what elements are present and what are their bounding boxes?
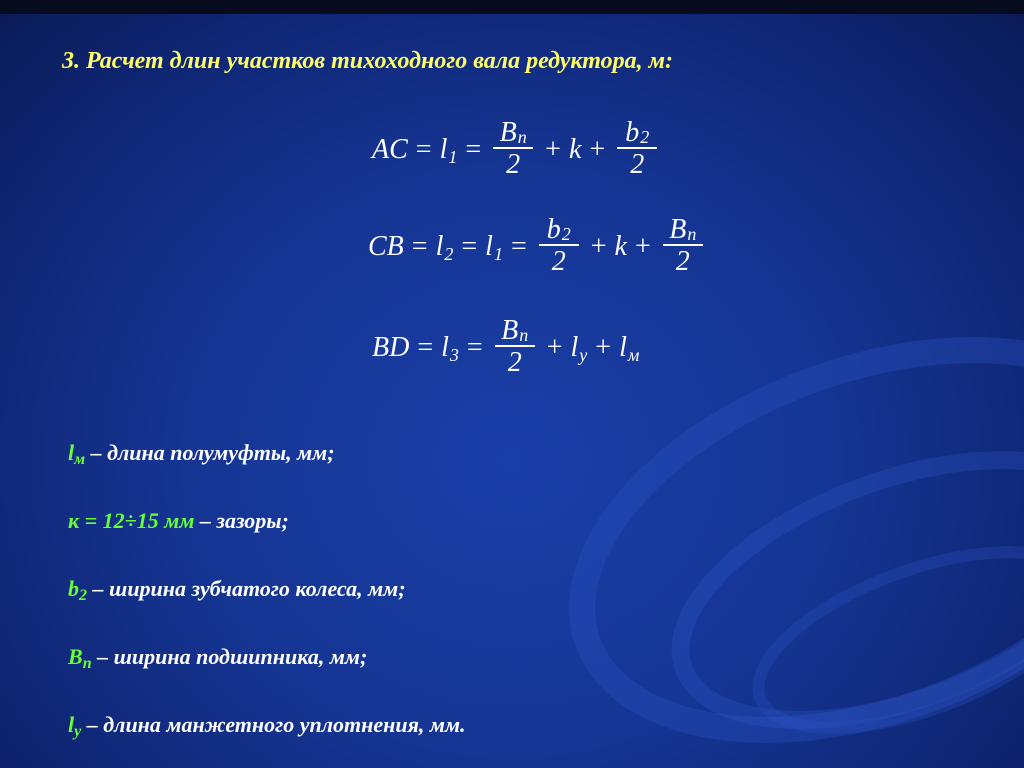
definition-item-lm <box>68 440 335 466</box>
equals-sign: = <box>415 133 432 165</box>
plus-sign: + <box>545 133 561 165</box>
definition-text: – длина полумуфты, мм; <box>85 440 335 465</box>
definition-symbol: lм <box>68 440 86 468</box>
denominator: 2 <box>495 345 535 379</box>
definition-item-b2 <box>68 576 406 602</box>
ly-subscript: у <box>579 345 588 366</box>
fraction-b2-over-2 <box>617 118 657 182</box>
lm-symbol: l <box>619 331 627 363</box>
l1-subscript: 1 <box>493 244 503 265</box>
l1-subscript: 1 <box>448 147 458 168</box>
bp-symbol: B <box>669 214 687 245</box>
equals-sign: = <box>411 230 428 262</box>
b2-symbol: b <box>625 117 640 148</box>
definition-symbol: Вп <box>68 644 92 672</box>
l3-symbol: l <box>441 331 449 363</box>
fraction-bp-over-2 <box>495 316 535 380</box>
top-dark-band <box>0 0 1024 14</box>
b2-symbol: b <box>546 214 561 245</box>
k-symbol: k <box>614 230 627 262</box>
formula-bd <box>372 316 639 380</box>
formula-bd-lhs: BD <box>372 331 410 363</box>
definition-text: – ширина подшипника, мм; <box>91 644 368 669</box>
definition-item-bp <box>68 644 367 670</box>
equals-sign: = <box>461 230 478 262</box>
slide-title: 3. Расчет длин участков тихоходного вала редуктора, м: <box>62 48 674 74</box>
k-symbol: k <box>568 133 582 165</box>
denominator: 2 <box>617 147 657 181</box>
bp-subscript: п <box>687 224 697 244</box>
formula-cb <box>368 215 707 279</box>
definition-symbol: b2 <box>68 576 87 604</box>
fraction-bp-over-2 <box>663 215 703 279</box>
plus-sign: + <box>589 133 606 165</box>
plus-sign: + <box>590 230 607 262</box>
bp-symbol: B <box>499 117 517 148</box>
formula-cb-lhs: CB <box>368 230 404 262</box>
fraction-bp-over-2 <box>493 118 533 182</box>
definition-text: – длина манжетного уплотнения, мм. <box>81 712 466 737</box>
l3-subscript: 3 <box>449 345 459 366</box>
equals-sign: = <box>417 331 434 363</box>
fraction-b2-over-2 <box>539 215 579 279</box>
equals-sign: = <box>466 331 483 363</box>
definition-symbol: lу <box>68 712 82 740</box>
definition-item-k <box>68 508 289 534</box>
bp-symbol: B <box>501 315 519 346</box>
plus-sign: + <box>634 230 651 262</box>
denominator: 2 <box>539 244 579 278</box>
l1-symbol: l <box>485 230 493 262</box>
l1-symbol: l <box>439 133 448 165</box>
b2-subscript: 2 <box>561 224 571 244</box>
equals-sign: = <box>510 230 527 262</box>
bp-subscript: п <box>519 325 529 345</box>
formula-ac <box>372 118 661 182</box>
plus-sign: + <box>595 331 612 363</box>
definition-text: – зазоры; <box>194 508 289 533</box>
formula-ac-lhs: AC <box>372 133 408 165</box>
bp-subscript: п <box>517 127 527 147</box>
denominator: 2 <box>493 147 533 181</box>
equals-sign: = <box>465 133 482 165</box>
b2-subscript: 2 <box>640 127 650 147</box>
definition-item-ly <box>68 712 466 738</box>
plus-sign: + <box>546 331 563 363</box>
definition-symbol: к = 12÷15 мм <box>68 508 195 533</box>
l2-symbol: l <box>435 230 444 262</box>
lm-subscript: м <box>627 345 640 366</box>
denominator: 2 <box>663 244 703 278</box>
ly-symbol: l <box>570 331 579 363</box>
l2-subscript: 2 <box>444 244 454 265</box>
definition-text: – ширина зубчатого колеса, мм; <box>87 576 406 601</box>
